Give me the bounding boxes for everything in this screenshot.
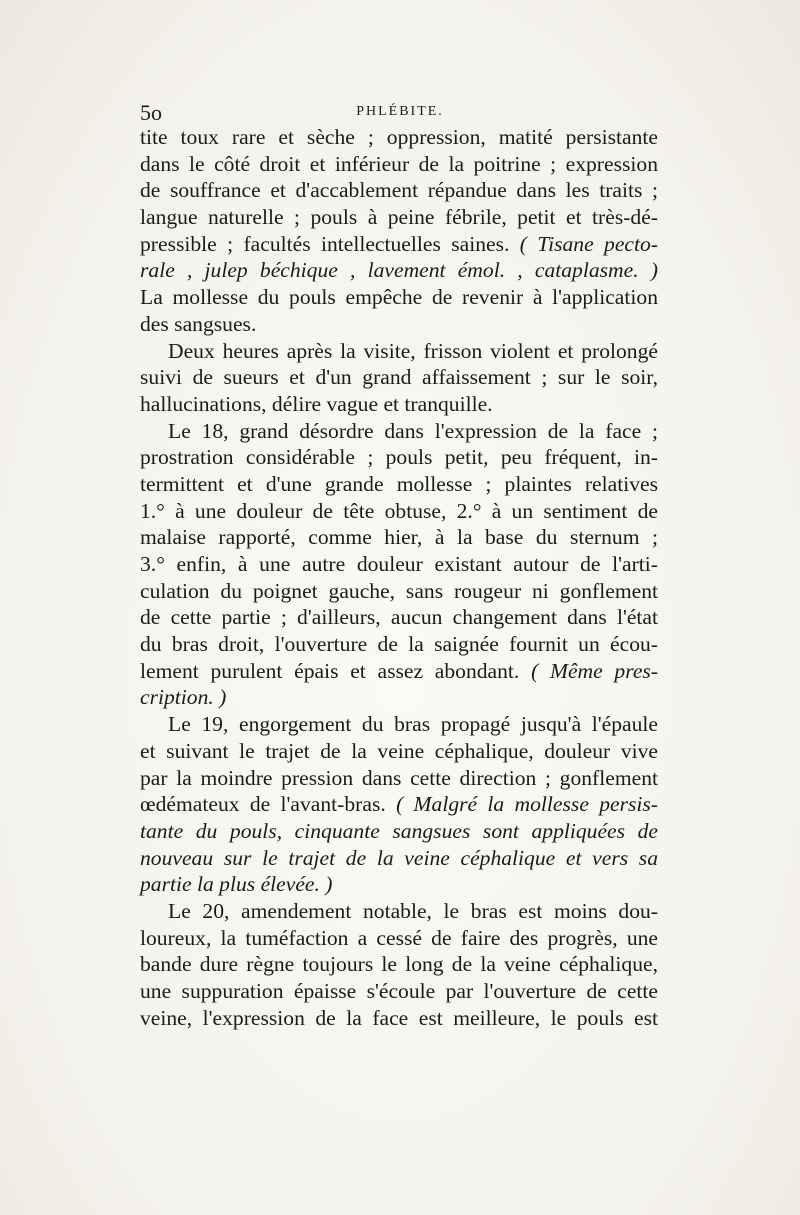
text-line: La mollesse du pouls empêche de revenir à l'application — [140, 285, 658, 310]
text-line: Le 19, engorgement du bras propagé jusqu'à l'épaule — [168, 712, 658, 737]
prescription-text: ( Tisane pecto- — [519, 231, 658, 256]
text-line: Le 20, amendement notable, le bras est moins dou- — [168, 898, 658, 923]
text-line: loureux, la tuméfaction a cessé de faire des progrès, une — [140, 925, 658, 950]
prescription-text: ( Malgré la mollesse persis- — [396, 792, 658, 817]
text-line: Le 18, grand désordre dans l'expression de la face ; — [168, 418, 658, 443]
text-line: dans le côté droit et inférieur de la poitrine ; expression — [140, 151, 658, 176]
text-line — [140, 658, 658, 685]
text-line: des sangsues. — [140, 311, 257, 336]
text-line: Deux heures après la visite, frisson violent et prolongé — [168, 338, 658, 363]
text-segment: lement purulent épais et assez abondant. — [140, 658, 520, 683]
text-segment: pressible ; facultés intellectuelles saines. — [140, 231, 510, 256]
prescription-text: tante du pouls, cinquante sangsues sont appliquées de — [140, 818, 658, 843]
text-line: suivi de sueurs et d'un grand affaissement ; sur le soir, — [140, 365, 658, 390]
text-line: 1.° à une douleur de tête obtuse, 2.° à un sentiment de — [140, 498, 658, 523]
text-line: de souffrance et d'accablement répandue dans les traits ; — [140, 178, 658, 203]
running-title: PHLÉBITE. — [356, 104, 444, 119]
prescription-text: partie la plus élevée. ) — [140, 872, 333, 897]
text-line — [140, 791, 658, 818]
body-text — [140, 124, 658, 1031]
text-segment: œdémateux de l'avant-bras. — [140, 792, 386, 817]
text-line: tite toux rare et sèche ; oppression, matité persistante — [140, 125, 658, 149]
prescription-text: nouveau sur le trajet de la veine céphalique et vers sa — [140, 845, 658, 870]
text-line: langue naturelle ; pouls à peine fébrile, petit et très-dé- — [140, 205, 658, 230]
text-line: 3.° enfin, à une autre douleur existant autour de l'arti- — [140, 552, 658, 576]
text-line: termittent et d'une grande mollesse ; plaintes relatives — [140, 471, 658, 496]
text-line: prostration considérable ; pouls petit, peu fréquent, in- — [140, 445, 658, 470]
prescription-text: cription. ) — [140, 685, 227, 710]
prescription-text: rale , julep béchique , lavement émol. , cataplasme. ) — [140, 258, 658, 283]
text-line: par la moindre pression dans cette direction ; gonflement — [140, 765, 658, 790]
text-line: du bras droit, l'ouverture de la saignée fournit un écou- — [140, 632, 658, 657]
text-line: hallucinations, délire vague et tranquille. — [140, 391, 493, 416]
page-number: 5o — [140, 100, 162, 125]
text-line: une suppuration épaisse s'écoule par l'ouverture de cette — [140, 979, 658, 1003]
text-line: culation du poignet gauche, sans rougeur ni gonflement — [140, 578, 658, 603]
text-line: malaise rapporté, comme hier, à la base du sternum ; — [140, 525, 658, 550]
text-line: veine, l'expression de la face est meilleure, le pouls est — [140, 1005, 658, 1030]
text-line — [140, 231, 658, 258]
text-line: et suivant le trajet de la veine céphalique, douleur vive — [140, 738, 658, 763]
text-line: bande dure règne toujours le long de la veine céphalique, — [140, 952, 658, 977]
text-line: de cette partie ; d'ailleurs, aucun changement dans l'état — [140, 605, 658, 630]
prescription-text: ( Même pres- — [531, 658, 658, 683]
